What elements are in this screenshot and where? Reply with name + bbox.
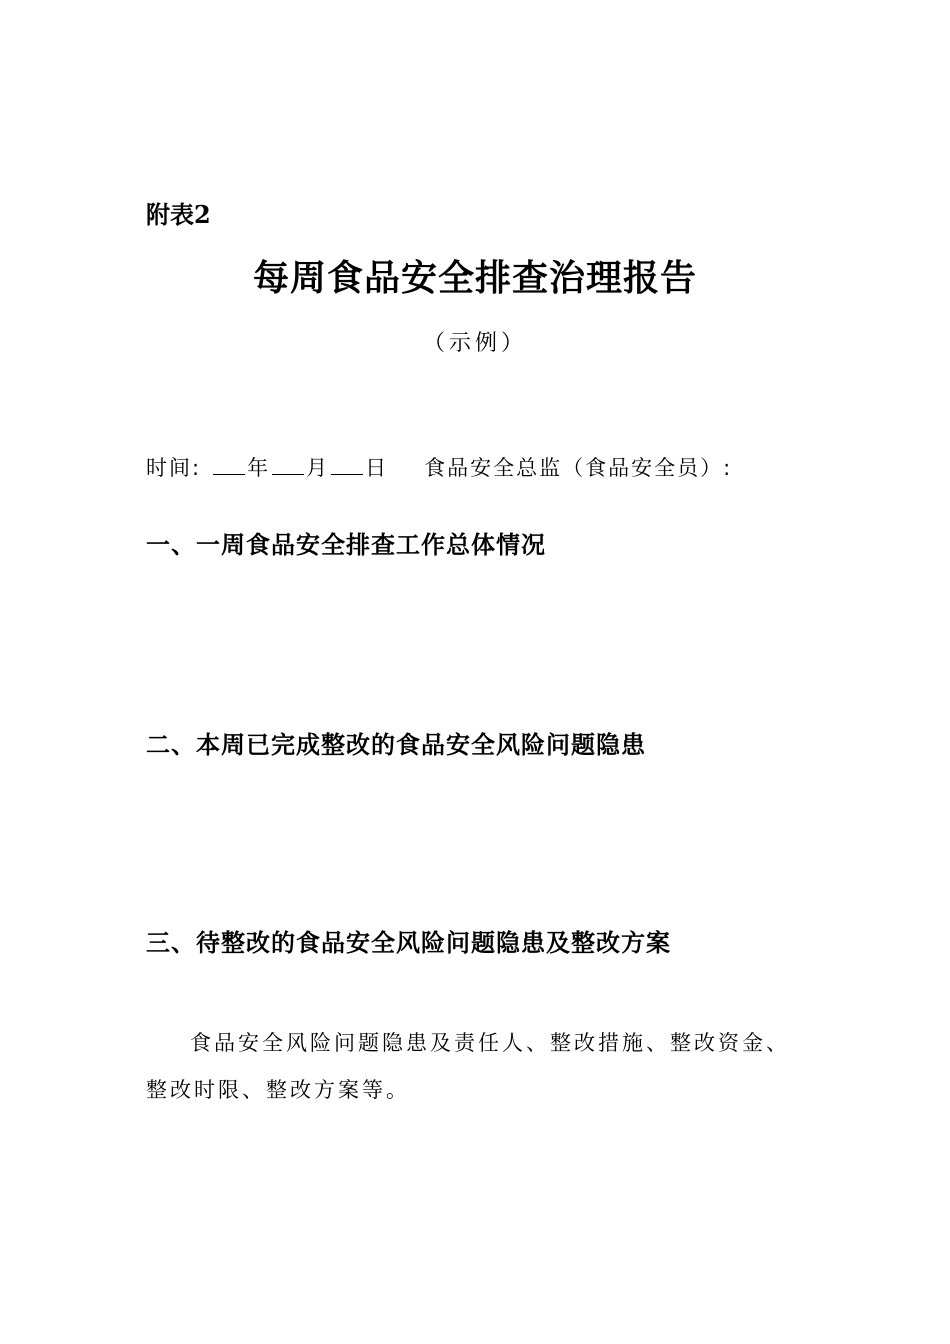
section-heading-overall: 一、一周食品安全排查工作总体情况 [146, 531, 546, 559]
page-title: 每周食品安全排查治理报告 [252, 257, 697, 299]
section-heading-pending: 三、待整改的食品安全风险问题隐患及整改方案 [146, 929, 671, 957]
time-label: 时间: [146, 456, 202, 480]
supervisor-label: 食品安全总监（食品安全员）: [424, 456, 733, 480]
report-meta-row [146, 452, 732, 482]
month-blank[interactable] [272, 454, 304, 475]
month-label: 月 [306, 456, 330, 480]
attachment-label: 附表2 [146, 200, 211, 229]
year-blank[interactable] [213, 454, 245, 475]
section3-body-text: 食品安全风险问题隐患及责任人、整改措施、整改资金、整改时限、整改方案等。 [146, 1031, 790, 1102]
section3-body [146, 1020, 811, 1114]
section-heading-completed: 二、本周已完成整改的食品安全风险问题隐患 [146, 731, 646, 759]
page-subtitle: （示例） [422, 331, 527, 356]
day-blank[interactable] [331, 454, 363, 475]
day-label: 日 [365, 456, 389, 480]
year-label: 年 [247, 456, 271, 480]
